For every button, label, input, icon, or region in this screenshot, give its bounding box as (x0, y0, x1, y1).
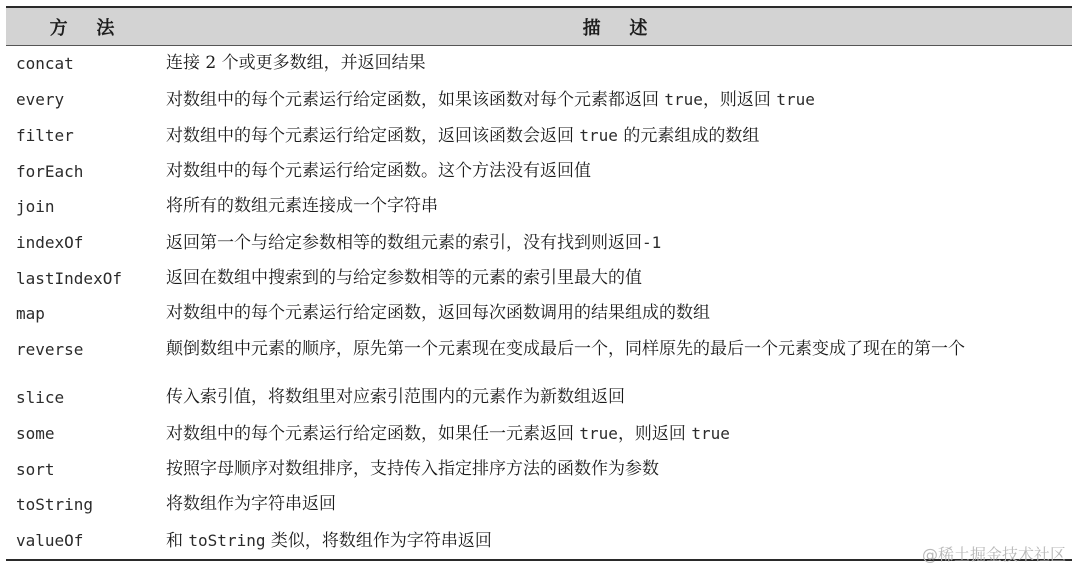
inline-code: true (691, 423, 730, 443)
table-header (6, 8, 1072, 46)
description-text: 的元素组成的数组 (617, 125, 760, 146)
method-description (158, 487, 1072, 523)
method-description (158, 261, 1072, 297)
method-name: slice (16, 388, 65, 407)
method-description (158, 82, 1072, 118)
description-text: 连接 2 个或更多数组，并返回结果 (166, 53, 426, 73)
table-row (6, 380, 1072, 416)
method-description (158, 189, 1072, 225)
description-text: 对数组中的每个元素运行给定函数，如果任一元素返回 (166, 423, 580, 444)
method-name: reverse (16, 339, 84, 359)
table-row (6, 523, 1072, 559)
description-text: 返回在数组中搜索到的与给定参数相等的元素的索引里最大的值 (166, 267, 642, 288)
table-body (6, 46, 1072, 559)
inline-code: true (579, 125, 618, 145)
header-description: 描述 (158, 8, 1072, 46)
inline-code: toString (188, 530, 266, 550)
description-text: 对数组中的每个元素运行给定函数，返回该函数会返回 (166, 125, 580, 146)
method-name: sort (16, 459, 55, 479)
table-row (6, 46, 1072, 82)
table-row (6, 82, 1072, 118)
description-text: 颠倒数组中元素的顺序，原先第一个元素现在变成最后一个，同样原先的最后一个元素变成了现在的第一个 (166, 338, 965, 359)
description-text: 对数组中的每个元素运行给定函数，返回每次函数调用的结果组成的数组 (166, 303, 710, 323)
header-method: 方法 (6, 8, 158, 46)
method-name: concat (16, 54, 74, 73)
array-methods-table (6, 8, 1072, 559)
description-text: ，则返回 (702, 89, 777, 110)
table-row (6, 332, 1072, 381)
method-name: every (16, 89, 65, 109)
description-text: 类似，将数组作为字符串返回 (265, 530, 492, 551)
method-description (158, 452, 1072, 488)
watermark: @稀土掘金技术社区 (921, 545, 1066, 564)
inline-code: true (579, 423, 618, 443)
table-row (6, 118, 1072, 154)
description-text: 对数组中的每个元素运行给定函数，如果该函数对每个元素都返回 (166, 89, 665, 110)
method-name: indexOf (16, 232, 84, 252)
method-description (158, 416, 1072, 452)
method-name: map (16, 304, 45, 323)
table-row (6, 296, 1072, 332)
method-description (158, 296, 1072, 332)
inline-code: -1 (642, 232, 662, 252)
description-text: 对数组中的每个元素运行给定函数。这个方法没有返回值 (166, 160, 591, 181)
method-description (158, 118, 1072, 154)
method-name: lastIndexOf (16, 268, 122, 288)
table-row (6, 416, 1072, 452)
description-text: 和 (166, 530, 189, 551)
method-description (158, 154, 1072, 190)
description-text: ，则返回 (617, 423, 692, 444)
inline-code: true (776, 89, 815, 109)
description-text: 传入索引值，将数组里对应索引范围内的元素作为新数组返回 (166, 387, 625, 407)
table-row (6, 452, 1072, 488)
table-row (6, 225, 1072, 261)
method-description (158, 380, 1072, 416)
table-row (6, 154, 1072, 190)
array-methods-table-wrap (6, 6, 1072, 561)
table-row (6, 189, 1072, 225)
method-name: join (16, 197, 55, 216)
description-text: 将所有的数组元素连接成一个字符串 (166, 196, 438, 216)
method-name: forEach (16, 161, 84, 181)
method-description (158, 225, 1072, 261)
description-text: 返回第一个与给定参数相等的数组元素的索引，没有找到则返回 (166, 232, 642, 253)
description-text: 将数组作为字符串返回 (166, 494, 336, 514)
method-name: toString (16, 495, 94, 514)
description-text: 按照字母顺序对数组排序，支持传入指定排序方法的函数作为参数 (166, 458, 659, 479)
inline-code: true (664, 89, 703, 109)
method-name: filter (16, 125, 74, 145)
method-description (158, 46, 1072, 82)
header-row (6, 8, 1072, 46)
method-description (158, 332, 1072, 381)
method-name: valueOf (16, 530, 84, 550)
method-name: some (16, 423, 55, 443)
table-row (6, 487, 1072, 523)
table-row (6, 261, 1072, 297)
